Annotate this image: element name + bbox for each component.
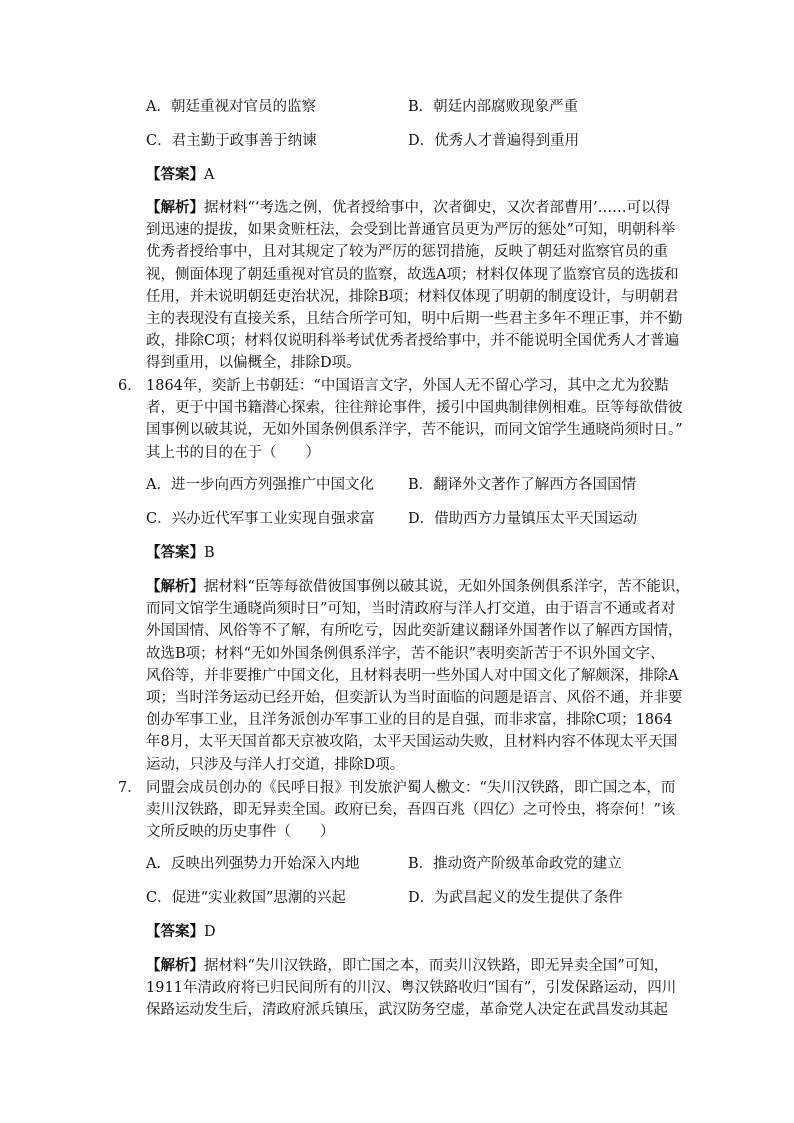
- q5-answer: [146, 165, 214, 185]
- stem-line: 其上书的目的在于（ ）: [146, 444, 320, 461]
- stem-line: 文所反映的历史事件（ ）: [146, 824, 335, 841]
- analysis-line: 1911年清政府将已归民间所有的川汉、粤汉铁路收归“国有”，引发保路运动，四川: [146, 980, 677, 997]
- analysis-tag: 【解析】: [146, 957, 204, 974]
- answer-tag: 【答案】: [146, 923, 204, 940]
- analysis-line: 到迅速的提拔，如果贪赃枉法，会受到比普通官员更为严厉的惩处”可知，明朝科举: [146, 222, 676, 239]
- stem-line: 1864年，奕訢上书朝廷：“中国语言文字，外国人无不留心学习，其中之尤为狡黠: [146, 378, 669, 394]
- analysis-line: 政，排除C项；材料仅说明科举考试优秀者授给事中，并不能说明全国优秀人才普遍: [146, 333, 680, 350]
- q7-option-d: D．为武昌起义的发生提供了条件: [408, 890, 623, 906]
- analysis-line: 风俗等，并非要推广中国文化，且材料表明一些外国人对中国文化了解颇深，排除A: [146, 667, 679, 684]
- q7-option-c: C．促进“实业救国”思潮的兴起: [146, 890, 346, 906]
- q6-option-b: B．翻译外文著作了解西方各国国情: [408, 477, 637, 493]
- analysis-line-1: 【解析】据材料“‘考选之例，优者授给事中，次者御史，又次者部曹用’……可以得: [146, 199, 671, 216]
- answer-tag: 【答案】: [146, 166, 204, 183]
- analysis-line: 任用，并未说明朝廷吏治状况，排除B项；材料仅体现了明朝的制度设计，与明朝君: [146, 288, 679, 305]
- analysis-line: 而同文馆学生通晓尚须时日”可知，当时清政府与洋人打交道，由于语言不通或者对: [146, 601, 676, 618]
- q6-option-d: D．借助西方力量镇压太平天国运动: [408, 511, 638, 527]
- answer-value: D: [204, 924, 216, 940]
- answer-tag: 【答案】: [146, 544, 204, 561]
- q7-stem: [146, 777, 676, 844]
- analysis-line: 视，侧面体现了朝廷重视对官员的监察，故选A项；材料仅体现了监察官员的选拔和: [146, 266, 679, 283]
- q5-option-a: A．朝廷重视对官员的监察: [146, 99, 316, 115]
- q6-option-a: A．进一步向西方列强推广中国文化: [146, 477, 374, 493]
- q6-number: 6．: [118, 378, 142, 394]
- analysis-line: 运动，只涉及与洋人打交道，排除D项。: [146, 756, 405, 773]
- q5-option-c: C．君主勤于政事善于纳谏: [146, 133, 317, 149]
- analysis-line-1: 【解析】据材料“失川汉铁路，即亡国之本，而卖川汉铁路，即无异卖全国”可知，: [146, 957, 669, 974]
- stem-line: 同盟会成员创办的《民呼日报》刊发旅沪蜀人檄文：“失川汉铁路，即亡国之本，而: [146, 780, 676, 796]
- analysis-tag: 【解析】: [146, 199, 204, 216]
- stem-line: 卖川汉铁路，即无异卖全国。政府已矣，吾四百兆（四亿）之可怜虫，将奈何！”该: [146, 802, 676, 819]
- q5-option-d: D．优秀人才普遍得到重用: [408, 133, 580, 149]
- analysis-tag: 【解析】: [146, 578, 204, 595]
- analysis-line-1: 【解析】据材料“臣等每欲借彼国事例以破其说，无如外国条例俱系洋字，苦不能识，: [146, 578, 690, 595]
- q7-option-a: A．反映出列强势力开始深入内地: [146, 856, 360, 872]
- answer-value: A: [204, 167, 215, 183]
- stem-line: 者，更于中国书籍潜心探索，往往辩论事件，援引中国典制律例相难。臣等每欲借彼: [146, 400, 683, 417]
- answer-value: B: [204, 545, 215, 561]
- analysis-line: 故选B项；材料“无如外国条例俱系洋字，苦不能识”表明奕訢苦于不识外国文字、: [146, 645, 665, 662]
- q5-analysis: [146, 197, 683, 375]
- q6-answer: [146, 543, 215, 563]
- analysis-line: 得到重用，以偏概全，排除D项。: [146, 355, 361, 372]
- q6-analysis: [146, 576, 690, 776]
- analysis-line: 保路运动发生后，清政府派兵镇压，武汉防务空虚，革命党人决定在武昌发动其起: [146, 1002, 668, 1019]
- stem-line: 国事例以破其说，无如外国条例俱系洋字，苦不能识，而同文馆学生通晓尚须时日。”: [146, 422, 683, 439]
- q6-stem: [146, 375, 683, 464]
- q7-answer: [146, 922, 216, 942]
- analysis-line: 项；当时洋务运动已经开始，但奕訢认为当时面临的问题是语言、风俗不通，并非要: [146, 690, 683, 707]
- q6-option-c: C．兴办近代军事工业实现自强求富: [146, 511, 375, 527]
- analysis-line: 外国国情、风俗等不了解，有所吃亏，因此奕訢建议翻译外国著作以了解西方国情，: [146, 623, 683, 640]
- q7-number: 7．: [118, 780, 142, 796]
- analysis-line: 创办军事工业，且洋务派创办军事工业的目的是自强，而非求富，排除C项；1864: [146, 712, 673, 729]
- q7-option-b: B．推动资产阶级革命政党的建立: [408, 856, 622, 872]
- analysis-line: 主的表现没有直接关系，且结合所学可知，明中后期一些君主多年不理正事，并不勤: [146, 311, 683, 328]
- q5-option-b: B．朝廷内部腐败现象严重: [408, 99, 579, 115]
- analysis-line: 年8月，太平天国首都天京被攻陷，太平天国运动失败，且材料内容不体现太平天国: [146, 734, 678, 751]
- q7-analysis: [146, 955, 677, 1022]
- analysis-line: 优秀者授给事中，且对其规定了较为严厉的惩罚措施，反映了朝廷对监察官员的重: [146, 244, 668, 261]
